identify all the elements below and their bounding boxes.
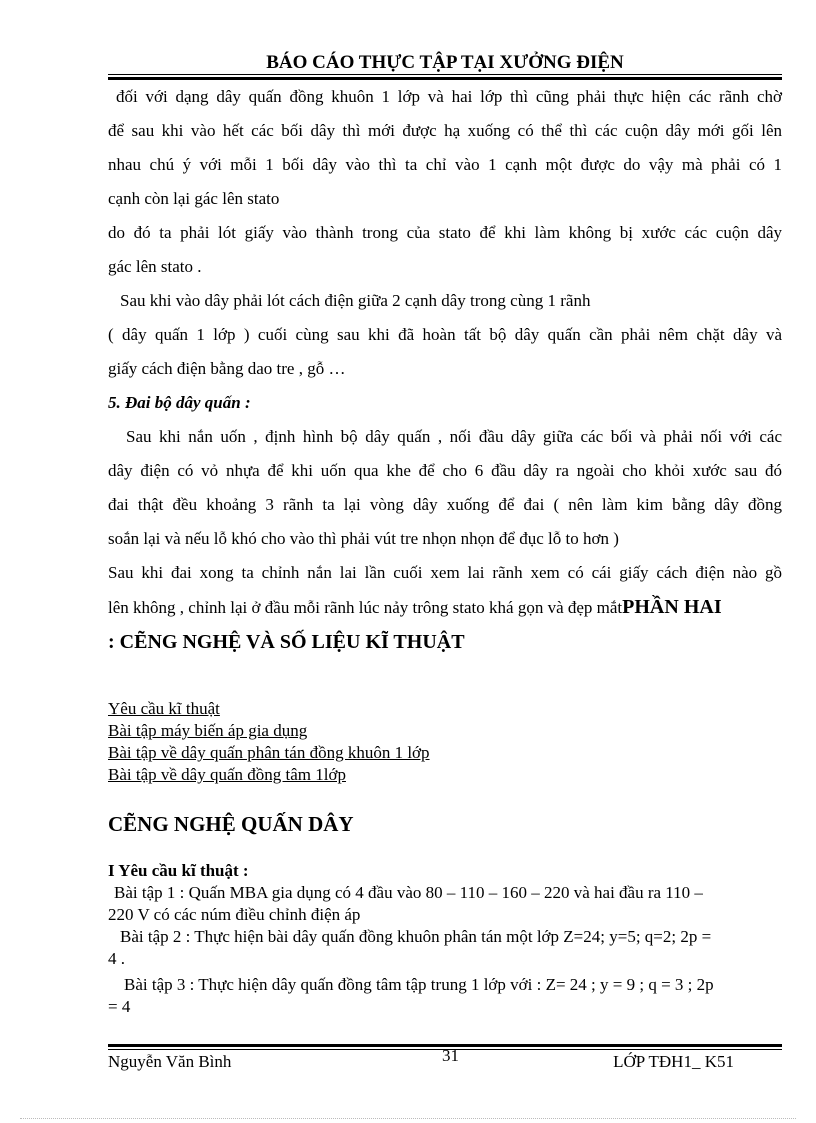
paragraph-line: để sau khi vào hết các bối dây thì mới được hạ xuống có thể thì các cuộn dây mới gối lên — [108, 121, 782, 140]
paragraph-line: Sau khi nắn uốn , định hình bộ dây quấn , nối đầu dây giữa các bối và phải nối với các — [126, 427, 782, 446]
paragraph-line: ( dây quấn 1 lớp ) cuối cùng sau khi đã hoàn tất bộ dây quấn cần phải nêm chặt dây và — [108, 325, 782, 344]
paragraph-line: Sau khi vào dây phải lót cách điện giữa 2 cạnh dây trong cùng 1 rãnh — [120, 291, 591, 310]
exercise-1-line-1: Bài tập 1 : Quấn MBA gia dụng có 4 đầu vào 80 – 110 – 160 – 220 và hai đầu ra 110 – — [114, 883, 703, 902]
part-two-label: PHẦN HAI — [622, 596, 722, 618]
toc-link-concentric-winding[interactable]: Bài tập về dây quấn đồng tâm 1lớp — [108, 765, 346, 784]
paragraph-line — [108, 590, 782, 625]
paragraph-line: do đó ta phải lót giấy vào thành trong của stato để khi làm không bị xước các cuộn dây — [108, 223, 782, 242]
table-of-contents — [108, 698, 608, 786]
page-footer — [108, 1046, 782, 1074]
exercise-3-line-1: Bài tập 3 : Thực hiện dây quấn đồng tâm tập trung 1 lớp với : Z= 24 ; y = 9 ; q = 3 ; 2p — [124, 975, 714, 994]
exercise-2-line-1: Bài tập 2 : Thực hiện bài dây quấn đồng khuôn phân tán một lớp Z=24; y=5; q=2; 2p = — [120, 927, 712, 946]
paragraph-line: nhau chú ý với mỗi 1 bối dây vào thì ta chỉ vào 1 cạnh một được do vậy mà phải có 1 — [108, 155, 782, 174]
header-rule-thin — [108, 74, 782, 75]
toc-link-transformer[interactable]: Bài tập máy biến áp gia dụng — [108, 721, 308, 740]
paragraph-text: lên không , chỉnh lại ở đầu mỗi rãnh lúc nảy trông stato khá gọn và đẹp mắt — [108, 598, 623, 617]
paragraph-line: dây điện có vỏ nhựa để khi uốn qua khe để cho 6 đầu dây ra ngoài cho khỏi xước sau đó — [108, 461, 782, 480]
paragraph-line: giấy cách điện bằng dao tre , gỗ … — [108, 359, 346, 378]
footer-page-number: 31 — [442, 1046, 459, 1065]
part-two-title: : CẼNG NGHỆ VÀ SỐ LIỆU KĨ THUẬT — [108, 631, 465, 653]
exercise-3-line-2: = 4 — [108, 997, 131, 1016]
section-title: CẼNG NGHỆ QUẤN DÂY — [108, 812, 354, 836]
paragraph-line: Sau khi đai xong ta chỉnh nắn lai lần cuối xem lai rãnh xem có cái giấy cách điện nào gồ — [108, 563, 782, 582]
footer-author: Nguyễn Văn Bình — [108, 1052, 232, 1071]
toc-link-distributed-winding[interactable]: Bài tập về dây quấn phân tán đồng khuôn 1 lớp — [108, 743, 430, 762]
exercise-1-line-2: 220 V có các núm điều chỉnh điện áp — [108, 905, 361, 924]
paragraph-line: đối với dạng dây quấn đồng khuôn 1 lớp và hai lớp thì cũng phải thực hiện các rãnh chờ — [116, 87, 782, 106]
paragraph-line: soắn lại và nếu lỗ khó cho vào thì phải vút tre nhọn nhọn để đục lỗ to hơn ) — [108, 529, 619, 548]
footer-class: LỚP TĐH1_ K51 — [613, 1052, 734, 1071]
paragraph-line: cạnh còn lại gác lên stato — [108, 189, 280, 208]
section-heading-5: 5. Đai bộ dây quấn : — [108, 393, 251, 412]
requirements-heading: I Yêu cầu kĩ thuật : — [108, 861, 249, 880]
toc-link-requirements[interactable]: Yêu cầu kĩ thuật — [108, 699, 220, 718]
requirements-block — [108, 860, 782, 1018]
page-bottom-divider — [20, 1118, 796, 1119]
exercise-2-line-2: 4 . — [108, 949, 125, 968]
paragraph-line: gác lên stato . — [108, 257, 202, 276]
paragraph-line: đai thật đều khoảng 3 rãnh ta lại vòng dây xuống để đai ( nên làm kim bằng dây đồng — [108, 495, 782, 514]
body-text — [108, 80, 782, 659]
page-header-title: BÁO CÁO THỰC TẬP TẠI XƯỞNG ĐIỆN — [266, 52, 624, 73]
